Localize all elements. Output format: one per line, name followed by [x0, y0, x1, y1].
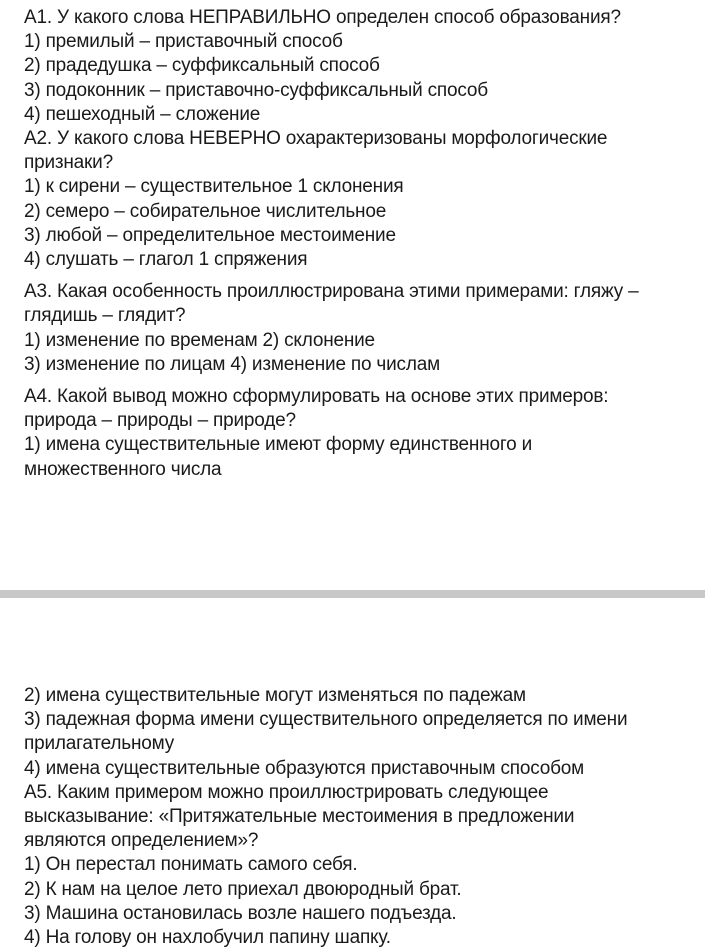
- a5-option-1: 1) Он перестал понимать самого себя.: [24, 854, 358, 876]
- a1-option-3: 3) подоконник – приставочно-суффиксальный способ: [24, 79, 488, 101]
- a4-option-2: 2) имена существительные могут изменяться по падежам: [24, 685, 526, 706]
- a2-question-line-2: признаки?: [24, 152, 113, 174]
- spacer: [24, 377, 692, 385]
- a5-option-2: 2) К нам на целое лето приехал двоюродный брат.: [24, 878, 462, 900]
- a5-option-3: 3) Машина остановилась возле нашего подъезда.: [24, 902, 457, 924]
- top-text-block: [24, 6, 692, 482]
- spacer: [24, 272, 692, 280]
- a1-question: А1. У какого слова НЕПРАВИЛЬНО определен способ образования?: [24, 7, 621, 28]
- a4-option-3-line-1: 3) падежная форма имени существительного определяется по имени: [24, 709, 628, 731]
- a2-option-3: 3) любой – определительное местоимение: [24, 224, 396, 246]
- a4-question-line-2: природа – природы – природе?: [24, 410, 296, 432]
- a2-option-2: 2) семеро – собирательное числительное: [24, 200, 387, 222]
- a3-question-line-2: глядишь – глядит?: [24, 305, 186, 327]
- a5-question-line-3: являются определением»?: [24, 830, 259, 852]
- bottom-text-block: [24, 684, 692, 950]
- a2-option-4: 4) слушать – глагол 1 спряжения: [24, 249, 308, 271]
- a2-question-line-1: А2. У какого слова НЕВЕРНО охарактеризованы морфологические: [24, 128, 608, 150]
- a4-option-4: 4) имена существительные образуются приставочным способом: [24, 757, 585, 779]
- a3-options-line-1: 1) изменение по временам 2) склонение: [24, 329, 375, 351]
- a4-question-line-1: А4. Какой вывод можно сформулировать на основе этих примеров:: [24, 386, 609, 408]
- a1-option-2: 2) прадедушка – суффиксальный способ: [24, 55, 380, 77]
- a1-option-1: 1) премилый – приставочный способ: [24, 31, 343, 53]
- a4-option-1-line-1: 1) имена существительные имеют форму единственного и: [24, 434, 533, 456]
- a3-question-line-1: А3. Какая особенность проиллюстрирована этими примерами: гляжу –: [24, 281, 639, 303]
- a5-option-4: 4) На голову он нахлобучил папину шапку.: [24, 927, 391, 949]
- a2-option-1: 1) к сирени – существительное 1 склонения: [24, 176, 404, 198]
- a4-option-1-line-2: множественного числа: [24, 458, 222, 480]
- a4-option-3-line-2: прилагательному: [24, 733, 175, 755]
- a3-options-line-2: 3) изменение по лицам 4) изменение по числам: [24, 353, 440, 375]
- a5-question-line-2: высказывание: «Притяжательные местоимения в предложении: [24, 806, 575, 828]
- page-divider: [0, 590, 705, 598]
- a1-option-4: 4) пешеходный – сложение: [24, 103, 261, 125]
- a5-question-line-1: А5. Каким примером можно проиллюстрировать следующее: [24, 781, 549, 803]
- bottom-page: [0, 598, 705, 950]
